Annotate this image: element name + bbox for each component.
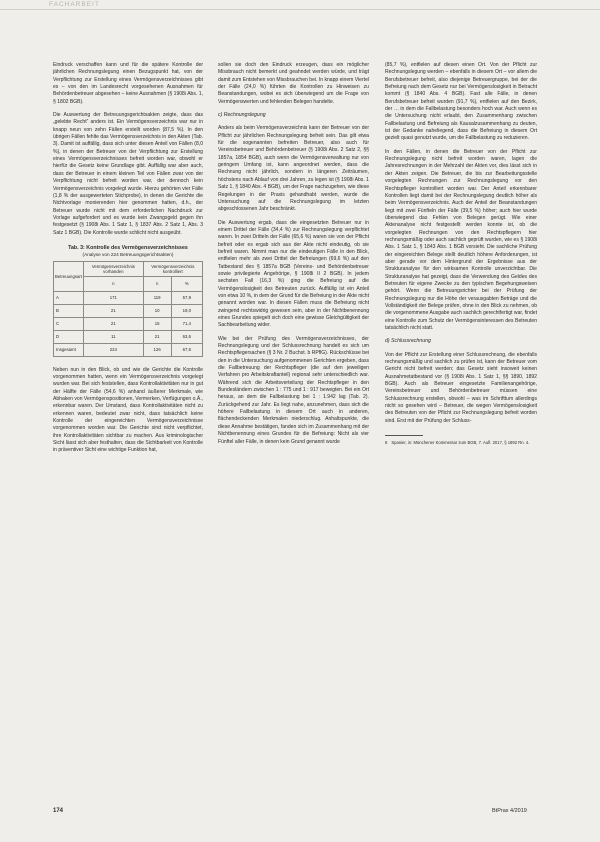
- table-row-total: [54, 343, 203, 356]
- table-row: [54, 330, 203, 343]
- footnote-text: Spanier, in: Münchener Kommentar zum BGB, 7. Aufl. 2017, § 1892 Rn. 4.: [391, 439, 530, 445]
- table-3: [53, 245, 203, 357]
- table-row: [54, 291, 203, 304]
- text-column-3: [385, 62, 537, 445]
- table-header-row: [54, 261, 203, 276]
- table-header-cell: n: [84, 276, 144, 291]
- table-header-cell: %: [171, 276, 202, 291]
- header-label: FACHARBEIT: [49, 1, 100, 8]
- table-cell: 71,4: [171, 317, 202, 330]
- paragraph: Wie bei der Prüfung des Vermögensverzeichnisses, der Rechnungslegung und der Schlussrechnung handelt es sich um Rechtspflegersachen (§ 3 Nr. 2 Buchst. b RPflG). Rückschlüsse bei den in die Untersuchung aufgenommenen Gerichten ergeben, dass die Fallbetreuung der Rechtspfleger (die auf den jeweiligen Verfahren pro Arbeitskraftanteil) regional sehr unterschiedlich war. Während sich die Arbeitsverteilung der Rechtspfleger in den Bundesländern zwischen 1 : 775 und 1 : 917 bewegten. Bei ein Ort heraus, an dem die Fallbelastung bei 1 : 1.942 lag (Tab. 2). Zurückgehend zur Jahr. Es liegt nahe, anzunehmen, dass sich die höhere Fallbelastung in diesem Ort auch in anderen, flächendeckenden Merkmalen niederschlug. Anhaltspunkte, die diese Annahme bestätigen, fanden sich im Zusammenhang mit der Nichtbenennung eines Grundes für die Befreiung: Nicht als vier Fünftel aller Fälle, in denen kein Grund genannt wurde: [218, 335, 369, 445]
- text-column-2: [218, 62, 369, 452]
- table-cell: 67,6: [171, 343, 202, 356]
- paragraph: Eindruck verschaffen kann und für die spätere Kontrolle der jährlichen Rechnungslegung einen Bezugspunkt hat, von der Verpflichtung zur Erstellung eines Vermögensverzeichnisses gibt es – von den im Landesrecht vorgesehenen Ausnahmen für Behördenbetreuer abgesehen – keine Ausnahmen (§ 1908i Abs. 1, § 1802 BGB).: [53, 62, 203, 105]
- paragraph: Anders als beim Vermögensverzeichnis kann der Betreuer von der Pflicht zur jährlichen Rechnungslegung befreit sein. Das gilt etwa für die sogenannten befreiten Betreuer, also auch für Vereinsbetreuer und Behördenbetreuer (§ 1908i Abs. 2 Satz 2, §§ 1857a, 1854 BGB), auch wenn die Vermögensverwaltung nur von geringem Umfang ist, kann angeordnet werden, dass die Rechnung nicht jährlich, sondern in längeren Zeiträumen, höchstens nach Ablauf von drei Jahren, zu legen ist (§ 1908i Abs. 1 Satz 1, § 1840 Abs. 4 BGB), um der Frage nachzugehen, wie diese Regelungen in der Praxis gehandhabt werden, wurde die Untersuchung auf die Rechnungslegung im letzten abgeschlossenen Jahr beschränkt.: [218, 125, 369, 213]
- table-cell: B: [54, 304, 84, 317]
- table-cell: 119: [143, 291, 171, 304]
- table-cell: 19,0: [171, 304, 202, 317]
- table-cell: 21: [143, 330, 171, 343]
- section-heading: c) Rechnungslegung: [218, 112, 266, 119]
- page-number: 174: [53, 808, 64, 814]
- table-cell: D: [54, 330, 84, 343]
- table-header-cell: Vermögensverzeichnis vorhanden: [84, 261, 144, 276]
- table-cell: 21: [84, 317, 144, 330]
- table-cell: 11: [84, 330, 144, 343]
- table-cell: C: [54, 317, 84, 330]
- data-table: [53, 261, 203, 357]
- paragraph: (85,7 %), entfielen auf diesen einen Ort. Von der Pflicht zur Rechnungslegung werden – ebenfalls in diesem Ort – vor allem die Berufsbetreuer befreit, also diejenige Betreuergruppe, bei der die Befreiung nach dem Gesetz nur bei Vermögenslosigkeit in Betracht kommt (§ 1840 Abs. 4 BGB). Fast alle Fälle, in denen Berufsbetreuer befreit wurden (91,7 %), entfielen auf den Bezirk, der … in dem die Fallbelastung besonders hoch war. Auch wenn es die Untersuchung nicht erlaubt, den Zusammenhang zwischen Fallbelastung und Befreiung als Kausalzusammenhang zu deuten, ist der Gedanke naheliegend, dass die Befreiung in diesem Ort gezielt quasi genutzt wurde, um die Fallbelastung zu reduzieren.: [385, 62, 537, 142]
- table-cell: 21: [84, 304, 144, 317]
- footnote: [385, 440, 537, 445]
- table-cell: A: [54, 291, 84, 304]
- text-column-1: [53, 62, 203, 461]
- table-row: [54, 317, 203, 330]
- table-cell: 171: [84, 291, 144, 304]
- table-cell: 15: [143, 317, 171, 330]
- table-cell: 57,9: [171, 291, 202, 304]
- table-cell: 10: [143, 304, 171, 317]
- table-cell: 126: [143, 343, 171, 356]
- table-header-cell: n: [143, 276, 171, 291]
- table-row: [54, 304, 203, 317]
- table-cell: Insgesamt: [54, 343, 84, 356]
- table-header-cell: Betreuungsart: [54, 261, 84, 291]
- paragraph: sollen sie doch den Eindruck erzeugen, dass ein möglicher Missbrauch nicht bemerkt und geahndet werden würde, und trägt damit zum Entstehen von Missbrauchen bei. In knapp einem Viertel der Fälle (24,0 %) führten die Kontrollen zu Hinweisen zu Beanstandungen, wobei es sich überwiegend um die Frage von Vermögenswerten und fehlenden Belegen handelte.: [218, 62, 369, 105]
- paragraph: Neben nun in den Blick, ob und wie die Gerichte die Kontrolle vorgenommen hatten, wenn ein Vermögensverzeichnis vorgelegt wurden war. Bei sich feststellen, dass Kontrollaktivitäten nur in gut der Hälfte der Fälle (54,6 %) anhand äußerer Merkmale, wie Abhaken von Vermögenspositionen, Vermerken, Verfügungen o.Ä., erkennbar waren. Der Umstand, dass Kontrollaktivitäten nicht zu erkennen waren, bedeutet zwar nicht, dass tatsächlich keine Kontrolle der eingereichten Vermögensverzeichnisse vorgenommen worden war. Die Gerichte sind nicht verpflichtet, ihre Kontrollaktivitäten sichtbar zu machen. Aus kriminologischer Sicht lässt sich aber festhalten, dass die Sichtbarkeit von Kontrolle in präventiver Sicht eine wichtige Funktion hat,: [53, 366, 203, 454]
- table-header-cell: Vermögensverzeichnis kontrolliert: [143, 261, 202, 276]
- paragraph: Die Auswertung ergab, dass die eingesetzten Betreuer nur in einem Drittel der Fälle (34,4 %) zur Rechnungslegung verpflichtet waren. In zwei Dritteln der Fälle (65,6 %) waren sie von der Pflicht befreit oder es ergab sich aus der Akte nicht eindeutig, ob sie befreit waren. Nimmt man nur die eindeutigen Fälle in den Blick, entfielen mehr als zwei Drittel der Befreiungen (69,6 %) auf den Tatbestand des § 1857a BGB (Vereins- und Behördenbetreuer sowie privilegierte Angehörige, § 1908i II 2 BGB). In jedem sechsten Fall (16,3 %) ging die Befreiung auf die Vermögenslosigkeit des Betreuten zurück. Auffällig ist ein Anteil von etwa 10 %, in dem der Grund für die Befreiung in der Akte nicht genannt worden war. In diesen Fällen muss die Befreiung nicht zwingend rechtswidrig gewesen sein, aber in der Nichtbenennung eines Grundes spiegelt sich doch eine gewisse Gleichgültigkeit der Sachbearbeitung wider.: [218, 219, 369, 329]
- table-title: Tab. 3: Kontrolle des Vermögensverzeichnisses: [68, 244, 188, 251]
- table-subtitle: (Analyse von 224 Betreuungsgerichtsakten): [82, 251, 174, 257]
- paragraph: Die Auswertung der Betreuungsgerichtsakten zeigte, dass das „gelebte Recht“ anders ist. Ein Vermögensverzeichnis war nur in knapp neun von zehn Fällen erstellt worden (87,5 %). In den übrigen Fällen fehlte das Vermögensverzeichnis in den Akten (Tab. 3). Damit ist auffällig, dass sich unter diesen Anteil von Fällen (8,0 %), in denen der Betreuer von der Verpflichtung zur Erstellung eines Vermögensverzeichnisses befreit worden war, obwohl er hierfür die Gesetz keine Grundlage gibt. Auffällig war aber auch, dass der Betreuer in einem kleinen Teil von Fällen zwar von der Verpflichtung nicht befreit worden war, der dennoch kein Vermögensverzeichnis vorgelegt wurde. Hierzu gehörten vier Fälle (1,8 % der ausgewerteten Stichprobe), in denen die Gerichte die Nichtvorlage monierenden hier genommen hatten, d.h., der Betreuer wurde nicht mit dem erforderlichen Nachdruck zur Vorlage aufgefordert und es wurde kein Zwangsgeld gegen ihn festgesetzt (§ 1908i Abs. 1 Satz 1, § 1837 Abs. 2 Satz 1, Abs. 3 Satz 1 BGB). Die Kontrolle wurde schlicht nicht ausgeübt.: [53, 112, 203, 236]
- footnote-rule: [385, 435, 423, 436]
- journal-issue: BtPrax 4/2019: [492, 808, 527, 814]
- paragraph: In den Fällen, in denen die Betreuer von der Pflicht zur Rechnungslegung nicht befreit worden waren, lagen die Jahresrechnungen in der Mehrzahl der Akten vor, dies lässt sich in der Akten zeigen. Die Betreuer, die bis zur Bearbeitungsstelle vorgelegten Rechnungen zur Rechnungslegung vor den Rechtspfleger kontrolliert worden war. Der Anteil erkennbarer Kontrollen liegt damit bei der Rechnungslegung deutlich höher als beim Vermögensverzeichnis. Auch der Anteil der Beanstandungen liegt mit zwei Fünfteln der Fälle (39,5 %) höher; auch hier wurde überwiegend das Fehlen von Belegen gerügt. Wie einer Aktenanalyse nicht festgestellt werden konnte ist, ob die vorgelegten Rechnungen von den Rechtspflegern hier rechnungsmäßig oder auch sachlich geprüft wurden, wie es § 1908i Abs. 1 Satz 1, § 1843 Abs. 1 BGB vorsieht. Die sachliche Prüfung der eingereichten Belege stellt deutlich höhere Anforderungen, ist aber gerade vor dem Hintergrund der Ergebnisse aus der Strukturanalyse für den wirksamen Kontrolle unverzichtbar. Die Strukturanalyse hat gezeigt, dass die Verwendung des Geldes des Betreuten für eigene Zwecke zu den typischen Begehungsweisen gehört. Wenn die Betreuungsrichter bei der Prüfung der Rechnungslegung nur die Höhe der verausgabten Beträge und die Vollständigkeit der Belege prüfen, ohne in den Blick zu nehmen, ob die vorgenommene Ausgabe auch sachlich gerechtfertigt war, findet eine Kontrolle zum Schutz der Vermögensinteressen des Betreuten tatsächlich nicht statt.: [385, 148, 537, 332]
- paragraph: Von der Pflicht zur Erstellung einer Schlussrechnung, die ebenfalls rechnungsmäßig und sachlich zu prüfen ist, kann der Betreuer vom Gericht nicht befreit werden; das Gesetz sieht insoweit keinen Ausnahmetatbestand vor (§ 1908i Abs. 1 Satz 1, §§ 1890, 1892 BGB). Auch als Betreuer eingesetzte Familienangehörige, Vereinsbetreuer und Behördenbetreuer müssen eine Schlussrechnung erstellen, obwohl – was im Schrifttum allerdings nicht so gesehen wird – Betreuer, die wegen Vermögenslosigkeit des Betreuten von der Pflicht zur Rechnungslegung befreit worden sind. Erst mit der Prüfung der Schluss-: [385, 351, 537, 424]
- table-cell: 63,6: [171, 330, 202, 343]
- section-heading: d) Schlussrechnung: [385, 338, 431, 345]
- table-cell: 224: [84, 343, 144, 356]
- header-rule: [0, 9, 600, 10]
- footnote-number: 6: [385, 439, 388, 445]
